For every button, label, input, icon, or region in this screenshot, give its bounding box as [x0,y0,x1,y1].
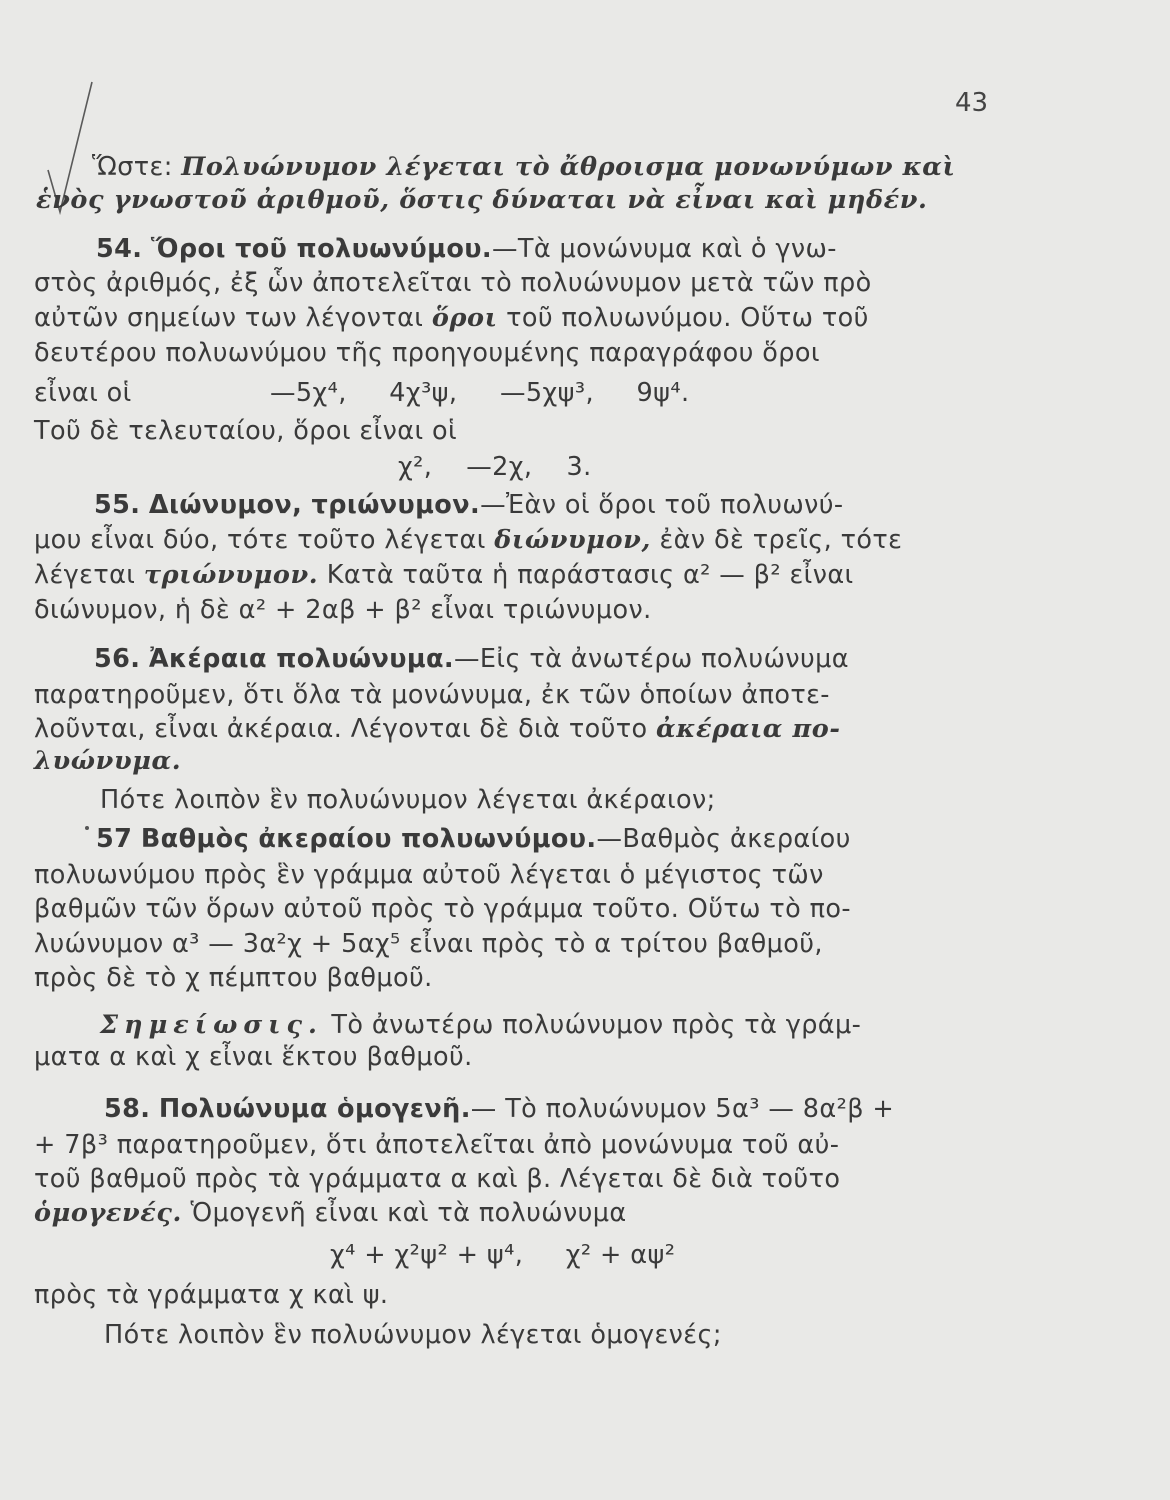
s55-line-3 [34,560,854,590]
s58-line-3: τοῦ βαθμοῦ πρὸς τὰ γράμματα α καὶ β. Λέγεται δὲ διὰ τοῦτο [34,1164,841,1194]
s58-text-4: Ὁμογενῆ εἶναι καὶ τὰ πολυώνυμα [190,1198,627,1228]
s56-line-2: παρατηροῦμεν, ὅτι ὅλα τὰ μονώνυμα, ἐκ τῶν ὁποίων ἀποτε- [34,680,830,710]
s54-text-1: —Τὰ μονώνυμα καὶ ὁ γνω- [491,234,837,264]
s58-heading: Πολυώνυμα ὁμογενῆ. [158,1094,471,1124]
s56-text-1: —Εἰς τὰ ἀνωτέρω πολυώνυμα [454,644,849,674]
s55-heading: Διώνυμον, τριώνυμον. [148,490,481,520]
s56-number: 56. [94,644,141,674]
s55-line-2 [34,525,902,555]
s58-line-4 [34,1198,627,1228]
s54-line-2: στὸς ἀριθμός, ἐξ ὧν ἀποτελεῖται τὸ πολυώνυμον μετὰ τῶν πρὸ [34,268,872,298]
ink-dot [85,826,89,830]
s58-question: Πότε λοιπὸν ἓν πολυώνυμον λέγεται ὁμογενές; [104,1320,722,1350]
s57-line-2: πολυωνύμου πρὸς ἓν γράμμα αὐτοῦ λέγεται ὁ μέγιστος τῶν [34,860,824,890]
s57-text-1: —Βαθμὸς ἀκεραίου [596,824,851,854]
note-label: Σημείωσις. [100,1010,323,1040]
s55-text-2b: ἐὰν δὲ τρεῖς, τότε [659,525,903,555]
s55-line-1 [94,490,844,520]
s55-number: 55. [94,490,141,520]
s55-term-dionymon: διώνυμον, [494,525,651,555]
s58-formula: χ⁴ + χ²ψ² + ψ⁴, χ² + αψ² [330,1240,676,1270]
definition-lead: Ὥστε: [92,152,173,182]
s55-text-2a: μου εἶναι δύο, τότε τοῦτο λέγεται [34,525,486,555]
s57-number: 57 [96,824,133,854]
s54-text-3b: τοῦ πολυωνύμου. Οὕτω τοῦ [506,303,869,333]
s57-line-1 [96,824,851,854]
s54-line-1 [96,234,837,264]
definition-line-1 [92,152,955,182]
s58-number: 58. [104,1094,151,1124]
s55-term-trionymon: τριώνυμον. [143,560,319,590]
s57-line-3: βαθμῶν τῶν ὅρων αὐτοῦ πρὸς τὸ γράμμα τοῦτο. Οὕτω τὸ πο- [34,894,851,924]
s55-text-3b: Κατὰ ταῦτα ἡ παράστασις α² — β² εἶναι [326,560,854,590]
s55-text-3a: λέγεται [34,560,136,590]
s56-question: Πότε λοιπὸν ἓν πολυώνυμον λέγεται ἀκέραιον; [100,785,716,815]
s54-text-5: εἶναι οἱ [34,378,132,408]
s54-line-4: δευτέρου πολυωνύμου τῆς προηγουμένης παραγράφου ὅροι [34,338,820,368]
s54-number: 54. [96,234,143,264]
s54-term-oroi: ὅροι [431,303,498,333]
s58-line-1 [104,1094,894,1124]
note-line-1 [100,1010,861,1040]
s58-line-2: + 7β³ παρατηροῦμεν, ὅτι ἀποτελεῖται ἀπὸ μονώνυμα τοῦ αὐ- [34,1130,840,1160]
s54-line-5 [34,378,132,408]
definition-text-1: Πολυώνυμον λέγεται τὸ ἄθροισμα μονωνύμων καὶ [181,152,956,182]
s55-line-4: διώνυμον, ἡ δὲ α² + 2αβ + β² εἶναι τριώνυμον. [34,595,652,625]
s58-line-6: πρὸς τὰ γράμματα χ καὶ ψ. [34,1280,389,1310]
s57-heading: Βαθμὸς ἀκεραίου πολυωνύμου. [140,824,597,854]
s56-text-3: λοῦνται, εἶναι ἀκέραια. Λέγονται δὲ διὰ τοῦτο [34,714,648,744]
page-number: 43 [955,88,989,118]
s54-heading: Ὅροι τοῦ πολυωνύμου. [150,234,492,264]
note-line-2: ματα α καὶ χ εἶναι ἕκτου βαθμοῦ. [34,1042,473,1072]
s58-term-omogenes: ὁμογενές. [34,1198,183,1228]
s55-text-1: —Ἐὰν οἱ ὅροι τοῦ πολυωνύ- [480,490,844,520]
s57-line-4: λυώνυμον α³ — 3α²χ + 5αχ⁵ εἶναι πρὸς τὸ α τρίτου βαθμοῦ, [34,929,823,959]
s54-terms-list-2: χ², —2χ, 3. [398,452,592,482]
s56-line-1 [94,644,849,674]
s54-line-3 [34,303,869,333]
s58-text-1: — Τὸ πολυώνυμον 5α³ — 8α²β + [470,1094,895,1124]
s57-line-5: πρὸς δὲ τὸ χ πέμπτου βαθμοῦ. [34,963,433,993]
s54-line-6: Τοῦ δὲ τελευταίου, ὅροι εἶναι οἱ [34,416,458,446]
s54-text-3a: αὐτῶν σημείων των λέγονται [34,303,424,333]
note-text-1: Τὸ ἀνωτέρω πολυώνυμον πρὸς τὰ γράμ- [331,1010,862,1040]
s56-line-4: λυώνυμα. [34,746,182,776]
s54-terms-list: —5χ⁴, 4χ³ψ, —5χψ³, 9ψ⁴. [270,378,690,408]
s56-line-3 [34,714,841,744]
definition-line-2: ἑνὸς γνωστοῦ ἀριθμοῦ, ὅστις δύναται νὰ εἶναι καὶ μηδέν. [36,185,928,215]
s56-heading: Ἀκέραια πολυώνυμα. [148,644,455,674]
s56-term-akeraia: ἀκέραια πο- [656,714,841,744]
